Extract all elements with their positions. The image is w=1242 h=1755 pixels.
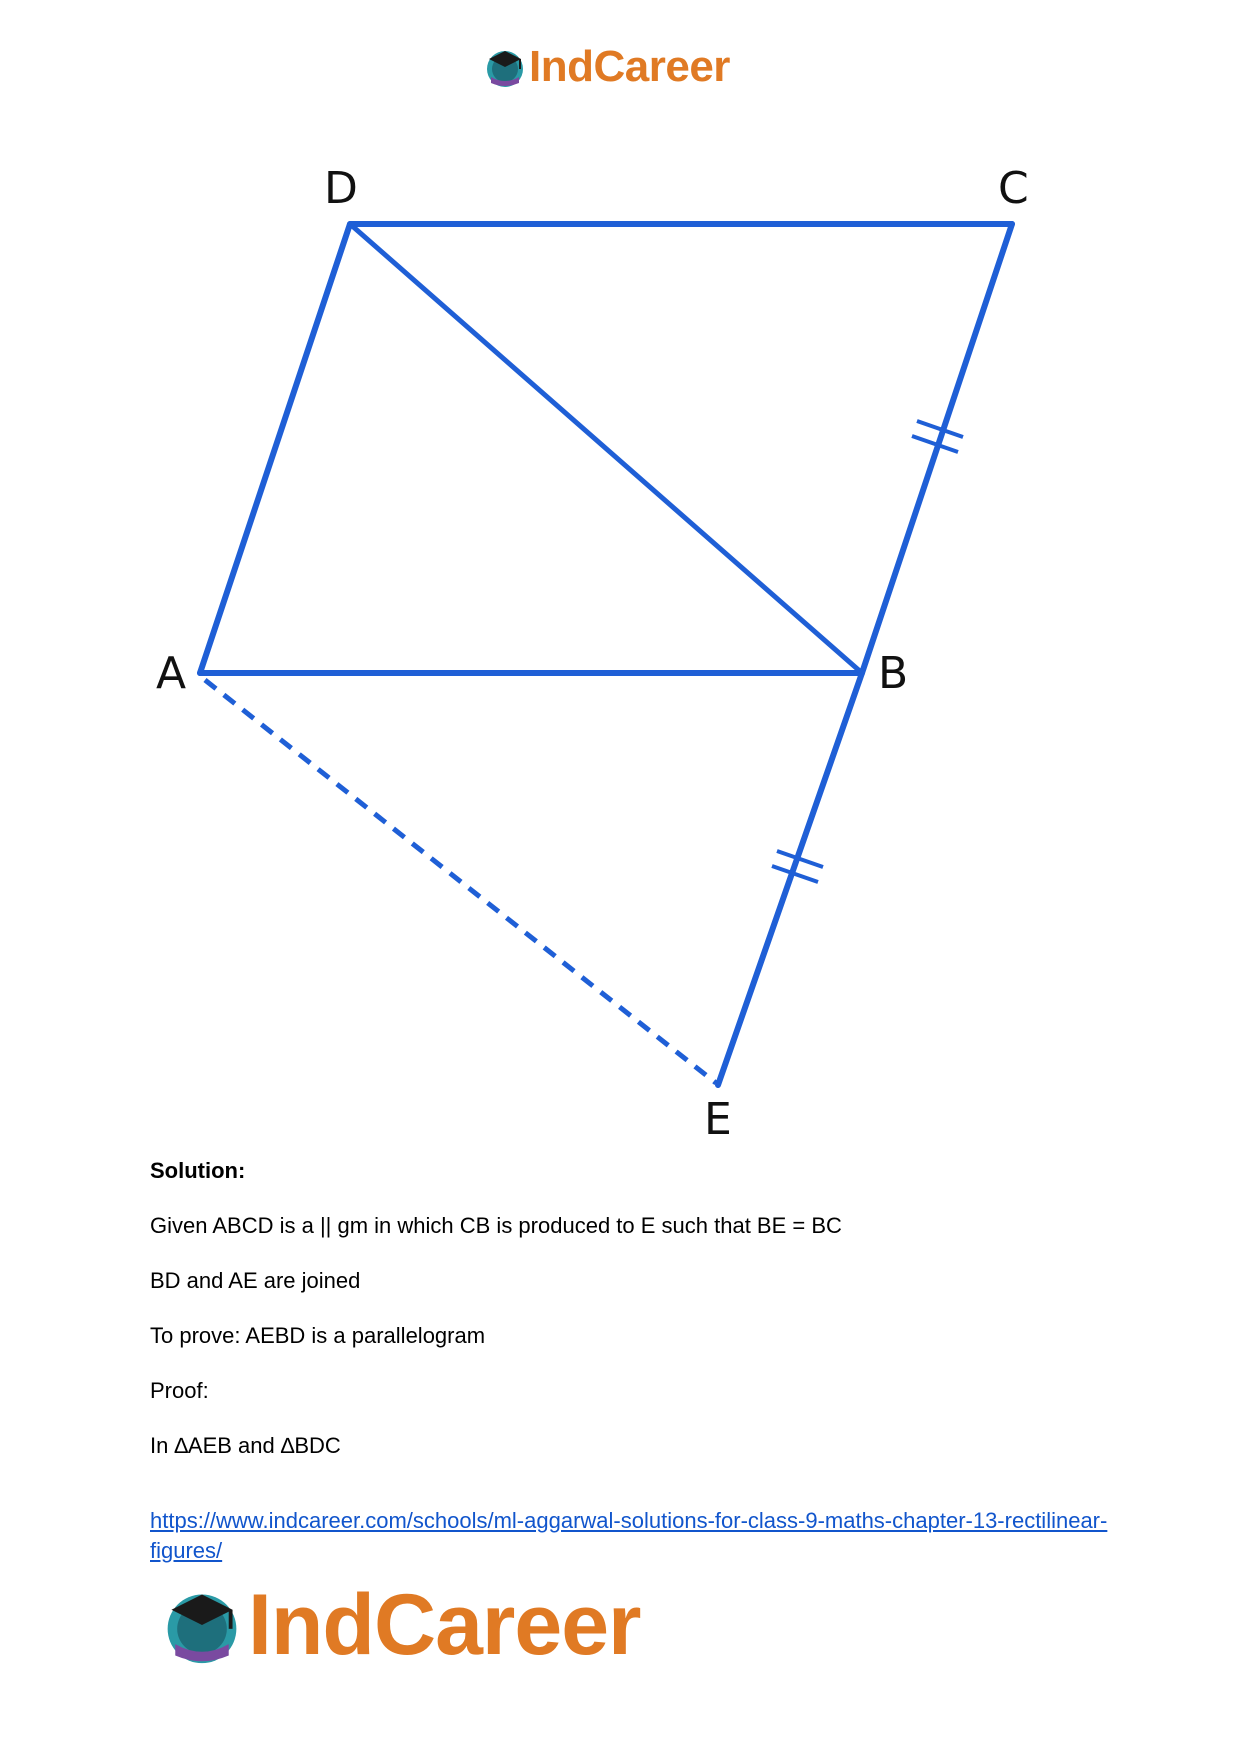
logo-text: IndCareer (529, 42, 730, 91)
solution-line: Proof: (150, 1378, 209, 1403)
point-label-d: D (324, 163, 358, 214)
segment-be (718, 673, 862, 1085)
footer-link[interactable]: https://www.indcareer.com/schools/ml-aggarwal-solutions-for-class-9-maths-chapter-13-rectilinear-figures/ (150, 1508, 1108, 1563)
solution-line: Given ABCD is a || gm in which CB is produced to E such that BE = BC (150, 1213, 842, 1238)
point-label-e: E (704, 1094, 732, 1145)
graduation-globe-icon (160, 1583, 244, 1667)
segment-ae-dashed (205, 680, 716, 1083)
solution-line: To prove: AEBD is a parallelogram (150, 1323, 486, 1348)
solution-line: In ∆AEB and ∆BDC (150, 1433, 341, 1458)
point-label-b: B (878, 648, 909, 699)
segment-cb (862, 224, 1012, 673)
point-label-a: A (156, 648, 187, 699)
footer-logo (160, 1575, 720, 1675)
point-label-c: C (998, 163, 1029, 214)
solution-heading: Solution: (150, 1158, 246, 1183)
logo-text: IndCareer (248, 1577, 641, 1673)
solution-line: BD and AE are joined (150, 1268, 361, 1293)
segment-ad (200, 224, 350, 673)
solution-text (150, 1158, 1110, 1488)
segment-bd (350, 224, 862, 673)
